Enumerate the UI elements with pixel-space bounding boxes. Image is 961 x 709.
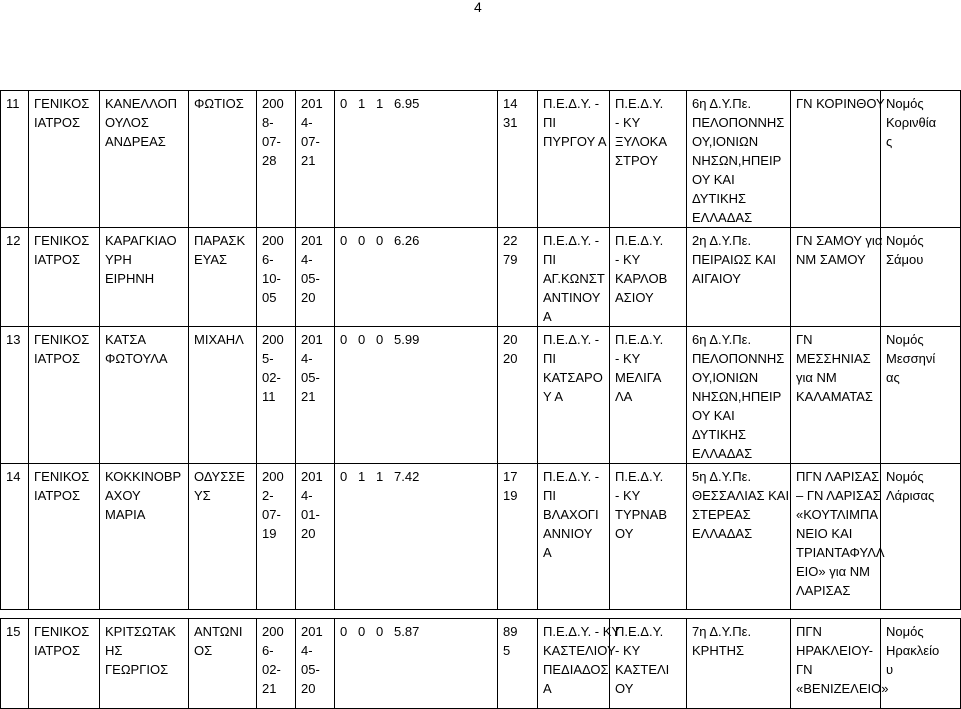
father-name-cell [189,464,257,610]
name-cell [100,464,189,610]
date-cell-line: 11 [262,389,276,404]
count-value: 0 [340,332,348,347]
doctors-table-continued [0,618,961,709]
count-value: 1 [376,469,384,484]
specialty-cell [29,91,100,228]
father-name-cell-line: ΥΣ [194,488,211,503]
health-center-cell-line: Π.Ε.Δ.Υ. [615,624,664,639]
count-value: 0 [340,469,348,484]
hospital-cell-line: ΜΕΣΣΗΝΙΑΣ [796,351,871,366]
health-center-cell-line: Π.Ε.Δ.Υ. [615,332,664,347]
specialty-cell [29,464,100,610]
date-cell-line: 6- [262,252,274,267]
rank-cell-line: 79 [503,252,518,267]
name-cell-line: ΜΑΡΙΑ [105,507,146,522]
unit-cell-line: Α [543,309,552,324]
unit-cell-line: ΚΑΣΤΕΛΙΟΥ [543,643,616,658]
health-center-cell-line: - ΚΥ [615,351,641,366]
unit-cell [538,619,621,709]
hospital-cell-line: ΛΑΡΙΣΑΣ [796,583,851,598]
date-cell-line: 20 [301,526,316,541]
prefecture-cell [881,464,961,610]
specialty-cell-line: ΙΑΤΡΟΣ [34,351,81,366]
unit-cell-line: ΠΥΡΓΟΥ Α [543,134,607,149]
hospital-cell-line: ΝΕΙΟ ΚΑΙ [796,526,853,541]
region-cell-line: ΠΕΛΟΠΟΝΝΗΣ [692,351,785,366]
count-value: 0 [358,233,366,248]
date-cell-line: 4- [301,488,313,503]
doctors-table [0,90,961,610]
date-cell-line: 07- [301,134,320,149]
date-cell-line: 200 [262,96,284,111]
father-name-cell-line: ΜΙΧΑΗΛ [194,332,244,347]
name-cell-line: ΗΣ [105,643,123,658]
rank-cell-line: 31 [503,115,518,130]
region-cell [687,327,791,464]
region-cell-line: 2η Δ.Υ.Πε. [692,233,752,248]
date-cell-line: 5- [262,351,274,366]
health-center-cell-line: Π.Ε.Δ.Υ. [615,96,664,111]
hospital-cell-line: «ΒΕΝΙΖΕΛΕΙΟ» [796,681,889,696]
region-cell-line: ΚΡΗΤΗΣ [692,643,745,658]
rank-cell-line: 14 [503,96,518,111]
count-value: 0 [340,624,348,639]
health-center-cell-line: - ΚΥ [615,488,641,503]
specialty-cell-line: ΓΕΝΙΚΟΣ [34,624,90,639]
region-cell-line: ΠΕΙΡΑΙΩΣ ΚΑΙ [692,252,776,267]
hospital-cell-line: ΓΝ [796,662,813,677]
name-cell-line: ΦΩΤΟΥΛΑ [105,351,168,366]
hospital-cell-line: ΕΙΟ» για ΝΜ [796,564,870,579]
hospital-cell-line: ΠΓΝ ΛΑΡΙΣΑΣ [796,469,880,484]
date-cell-line: 02- [262,370,281,385]
date-cell-line: 8- [262,115,274,130]
name-cell [100,619,189,709]
date-cell [296,327,335,464]
health-center-cell-line: - ΚΥ [615,643,641,658]
date-cell [296,464,335,610]
prefecture-cell-line: Νομός [886,332,924,347]
specialty-cell-line: ΓΕΝΙΚΟΣ [34,96,90,111]
name-cell-line: ΚΑΤΣΑ [105,332,147,347]
date-cell-line: 201 [301,332,323,347]
count-value: 1 [376,96,384,111]
rank-cell-line: 22 [503,233,518,248]
name-cell [100,327,189,464]
health-center-cell [610,91,687,228]
hospital-cell-line: ΚΑΛΑΜΑΤΑΣ [796,389,873,404]
date-cell-line: 201 [301,624,323,639]
name-cell-line: ΓΕΩΡΓΙΟΣ [105,662,169,677]
hospital-cell-line: ΓΝ ΚΟΡΙΝΘΟΥ [796,96,885,111]
unit-cell-line: Π.Ε.Δ.Υ. - [543,96,600,111]
count-value: 0 [340,233,348,248]
name-cell [100,91,189,228]
specialty-cell-line: ΓΕΝΙΚΟΣ [34,469,90,484]
count-value: 0 [376,332,384,347]
date-cell-line: 21 [301,389,316,404]
region-cell-line: 6η Δ.Υ.Πε. [692,96,752,111]
region-cell-line: ΕΛΛΑΔΑΣ [692,526,753,541]
name-cell-line: ΟΥΛΟΣ [105,115,149,130]
region-cell-line: ΠΕΛΟΠΟΝΝΗΣ [692,115,785,130]
region-cell-line: ΝΗΣΩΝ,ΗΠΕΙΡ [692,153,782,168]
date-cell-line: 02- [262,662,281,677]
region-cell [687,228,791,327]
health-center-cell [610,619,687,709]
prefecture-cell-line: Κορινθία [886,115,937,130]
date-cell [296,228,335,327]
unit-cell-line: ΑΝΤΙΝΟΥ [543,290,601,305]
date-cell-line: 10- [262,271,281,286]
rank-cell-line: 20 [503,332,518,347]
unit-cell-line: Π.Ε.Δ.Υ. - [543,332,600,347]
date-cell-line: 19 [262,526,277,541]
region-cell-line: 7η Δ.Υ.Πε. [692,624,752,639]
date-cell-line: 21 [301,153,316,168]
unit-cell [538,327,610,464]
rank-cell [498,91,538,228]
prefecture-cell-line: Νομός [886,96,924,111]
health-center-cell-line: ΤΥΡΝΑΒ [615,507,668,522]
unit-cell [538,228,610,327]
rank-cell-line: 17 [503,469,518,484]
hospital-cell-line: ΓΝ [796,332,813,347]
date-cell-line: 201 [301,233,323,248]
health-center-cell-line: - ΚΥ [615,115,641,130]
date-cell-line: 201 [301,469,323,484]
score-cell [335,619,498,709]
date-cell-line: 6- [262,643,274,658]
health-center-cell-line: ΣΤΡΟΥ [615,153,659,168]
specialty-cell [29,327,100,464]
unit-cell-line: ΠΕΔΙΑΔΟΣ [543,662,609,677]
region-cell-line: ΑΙΓΑΙΟΥ [692,271,741,286]
date-cell-line: 4- [301,643,313,658]
unit-cell-line: ΒΛΑΧΟΓΙ [543,507,599,522]
health-center-cell-line: ΑΣΙΟΥ [615,290,654,305]
unit-cell-line: ΠΙ [543,488,556,503]
unit-cell-line: Π.Ε.Δ.Υ. - [543,233,600,248]
region-cell-line: ΟΥ ΚΑΙ [692,408,735,423]
father-name-cell-line: ΦΩΤΙΟΣ [194,96,244,111]
prefecture-cell-line: ας [886,370,900,385]
region-cell-line: ΣΤΕΡΕΑΣ [692,507,751,522]
father-name-cell [189,228,257,327]
unit-cell [538,91,610,228]
name-cell-line: ΕΙΡΗΝΗ [105,271,155,286]
specialty-cell-line: ΓΕΝΙΚΟΣ [34,332,90,347]
hospital-cell-line: ΠΓΝ [796,624,822,639]
hospital-cell [791,464,885,610]
unit-cell-line: ΚΑΤΣΑΡΟ [543,370,603,385]
specialty-cell-line: ΙΑΤΡΟΣ [34,115,81,130]
date-cell-line: 01- [301,507,320,522]
date-cell-line: 05 [262,290,277,305]
rank-cell [498,619,538,709]
date-cell-line: 4- [301,115,313,130]
prefecture-cell-line: Σάμου [886,252,924,267]
health-center-cell-line: ΛΑ [615,389,633,404]
region-cell [687,464,791,610]
father-name-cell-line: ΟΣ [194,643,213,658]
name-cell-line: ΚΟΚΚΙΝΟΒΡ [105,469,182,484]
date-cell-line: 20 [301,681,316,696]
prefecture-cell-line: Ηρακλείο [886,643,940,658]
health-center-cell-line: Π.Ε.Δ.Υ. [615,233,664,248]
father-name-cell-line: ΠΑΡΑΣΚ [194,233,246,248]
specialty-cell [29,228,100,327]
unit-cell-line: Α [543,545,552,560]
region-cell-line: 6η Δ.Υ.Πε. [692,332,752,347]
hospital-cell-line: για ΝΜ [796,370,837,385]
date-cell-line: 05- [301,370,320,385]
rank-cell [498,228,538,327]
health-center-cell-line: Π.Ε.Δ.Υ. [615,469,664,484]
health-center-cell-line: ΚΑΣΤΕΛΙ [615,662,670,677]
date-cell [257,464,296,610]
date-cell [257,327,296,464]
name-cell-line: ΚΑΝΕΛΛΟΠ [105,96,177,111]
table-row [1,327,961,464]
row-number: 13 [1,327,29,464]
health-center-cell-line: ΟΥ [615,526,634,541]
region-cell-line: ΔΥΤΙΚΗΣ [692,191,747,206]
father-name-cell [189,91,257,228]
unit-cell-line: Π.Ε.Δ.Υ. - [543,469,600,484]
father-name-cell-line: ΟΔΥΣΣΕ [194,469,245,484]
date-cell-line: 4- [301,351,313,366]
hospital-cell-line: ΓΝ ΣΑΜΟΥ για [796,233,883,248]
page-number: 4 [474,0,482,15]
name-cell-line: ΚΡΙΤΣΩΤΑΚ [105,624,176,639]
specialty-cell-line: ΓΕΝΙΚΟΣ [34,233,90,248]
rank-cell [498,327,538,464]
name-cell [100,228,189,327]
date-cell-line: 28 [262,153,277,168]
unit-cell-line: Π.Ε.Δ.Υ. - ΚΥ [543,624,621,639]
father-name-cell [189,327,257,464]
count-value: 0 [340,96,348,111]
prefecture-cell-line: Λάρισας [886,488,935,503]
date-cell [257,228,296,327]
specialty-cell [29,619,100,709]
unit-cell-line: ΑΓ.ΚΩΝΣΤ [543,271,605,286]
date-cell-line: 05- [301,271,320,286]
hospital-cell-line: ΝΜ ΣΑΜΟΥ [796,252,866,267]
prefecture-cell-line: Μεσσηνί [886,351,936,366]
hospital-cell [791,327,881,464]
row-number: 14 [1,464,29,610]
date-cell-line: 05- [301,662,320,677]
score-value: 6.26 [394,233,420,248]
count-value: 1 [358,469,366,484]
region-cell-line: 5η Δ.Υ.Πε. [692,469,752,484]
hospital-cell [791,91,885,228]
score-value: 7.42 [394,469,420,484]
region-cell [687,91,791,228]
table-row [1,619,961,709]
unit-cell-line: ΠΙ [543,351,556,366]
score-value: 5.99 [394,332,420,347]
date-cell-line: 21 [262,681,277,696]
rank-cell-line: 20 [503,351,518,366]
date-cell-line: 07- [262,507,281,522]
prefecture-cell-line: ς [886,134,893,149]
prefecture-cell-line: Νομός [886,233,924,248]
name-cell-line: ΑΧΟΥ [105,488,141,503]
health-center-cell [610,464,687,610]
date-cell-line: 20 [301,290,316,305]
date-cell-line: 200 [262,332,284,347]
score-value: 5.87 [394,624,420,639]
score-cell [335,327,498,464]
date-cell [257,619,296,709]
specialty-cell-line: ΙΑΤΡΟΣ [34,252,81,267]
region-cell-line: ΟΥ,ΙΟΝΙΩΝ [692,370,759,385]
unit-cell-line: ΠΙ [543,252,556,267]
hospital-cell [791,619,889,709]
region-cell-line: ΟΥ ΚΑΙ [692,172,735,187]
name-cell-line: ΥΡΗ [105,252,132,267]
region-cell-line: ΟΥ,ΙΟΝΙΩΝ [692,134,759,149]
specialty-cell-line: ΙΑΤΡΟΣ [34,643,81,658]
date-cell-line: 4- [301,252,313,267]
date-cell-line: 201 [301,96,323,111]
unit-cell-line: ΑΝΝΙΟΥ [543,526,593,541]
unit-cell-line: Υ Α [543,389,564,404]
hospital-cell-line: «ΚΟΥΤΛΙΜΠΑ [796,507,879,522]
prefecture-cell [881,228,961,327]
father-name-cell-line: ΕΥΑΣ [194,252,228,267]
rank-cell-line: 89 [503,624,518,639]
table-row [1,91,961,228]
hospital-cell [791,228,881,327]
score-cell [335,464,498,610]
score-value: 6.95 [394,96,420,111]
row-number: 15 [1,619,29,709]
region-cell-line: ΔΥΤΙΚΗΣ [692,427,747,442]
date-cell-line: 200 [262,233,284,248]
health-center-cell [610,327,687,464]
unit-cell-line: Α [543,681,552,696]
health-center-cell [610,228,687,327]
count-value: 0 [358,332,366,347]
unit-cell [538,464,610,610]
health-center-cell-line: - ΚΥ [615,252,641,267]
hospital-cell-line: ΤΡΙΑΝΤΑΦΥΛΛ [796,545,885,560]
health-center-cell-line: ΟΥ [615,681,634,696]
rank-cell [498,464,538,610]
rank-cell-line: 5 [503,643,511,658]
region-cell-line: ΘΕΣΣΑΛΙΑΣ ΚΑΙ [692,488,790,503]
health-center-cell-line: ΞΥΛΟΚΑ [615,134,668,149]
date-cell [296,91,335,228]
date-cell [257,91,296,228]
specialty-cell-line: ΙΑΤΡΟΣ [34,488,81,503]
table-row [1,464,961,610]
region-cell [687,619,791,709]
count-value: 1 [358,96,366,111]
father-name-cell-line: ΑΝΤΩΝΙ [194,624,243,639]
count-value: 0 [376,233,384,248]
date-cell-line: 200 [262,624,284,639]
unit-cell-line: ΠΙ [543,115,556,130]
date-cell-line: 07- [262,134,281,149]
rank-cell-line: 19 [503,488,518,503]
count-value: 0 [358,624,366,639]
prefecture-cell-line: Νομός [886,624,924,639]
prefecture-cell-line: υ [886,662,894,677]
score-cell [335,91,498,228]
father-name-cell [189,619,257,709]
score-cell [335,228,498,327]
region-cell-line: ΝΗΣΩΝ,ΗΠΕΙΡ [692,389,782,404]
health-center-cell-line: ΚΑΡΛΟΒ [615,271,668,286]
row-number: 12 [1,228,29,327]
date-cell-line: 200 [262,469,284,484]
health-center-cell-line: ΜΕΛΙΓΑ [615,370,662,385]
region-cell-line: ΕΛΛΑΔΑΣ [692,446,753,461]
date-cell-line: 2- [262,488,274,503]
region-cell-line: ΕΛΛΑΔΑΣ [692,210,753,225]
date-cell [296,619,335,709]
name-cell-line: ΑΝΔΡΕΑΣ [105,134,166,149]
row-number: 11 [1,91,29,228]
name-cell-line: ΚΑΡΑΓΚΙΑΟ [105,233,177,248]
hospital-cell-line: ΗΡΑΚΛΕΙΟΥ- [796,643,873,658]
prefecture-cell-line: Νομός [886,469,924,484]
hospital-cell-line: – ΓΝ ΛΑΡΙΣΑΣ [796,488,881,503]
prefecture-cell [881,619,961,709]
prefecture-cell [881,327,961,464]
prefecture-cell [881,91,961,228]
count-value: 0 [376,624,384,639]
table-row [1,228,961,327]
